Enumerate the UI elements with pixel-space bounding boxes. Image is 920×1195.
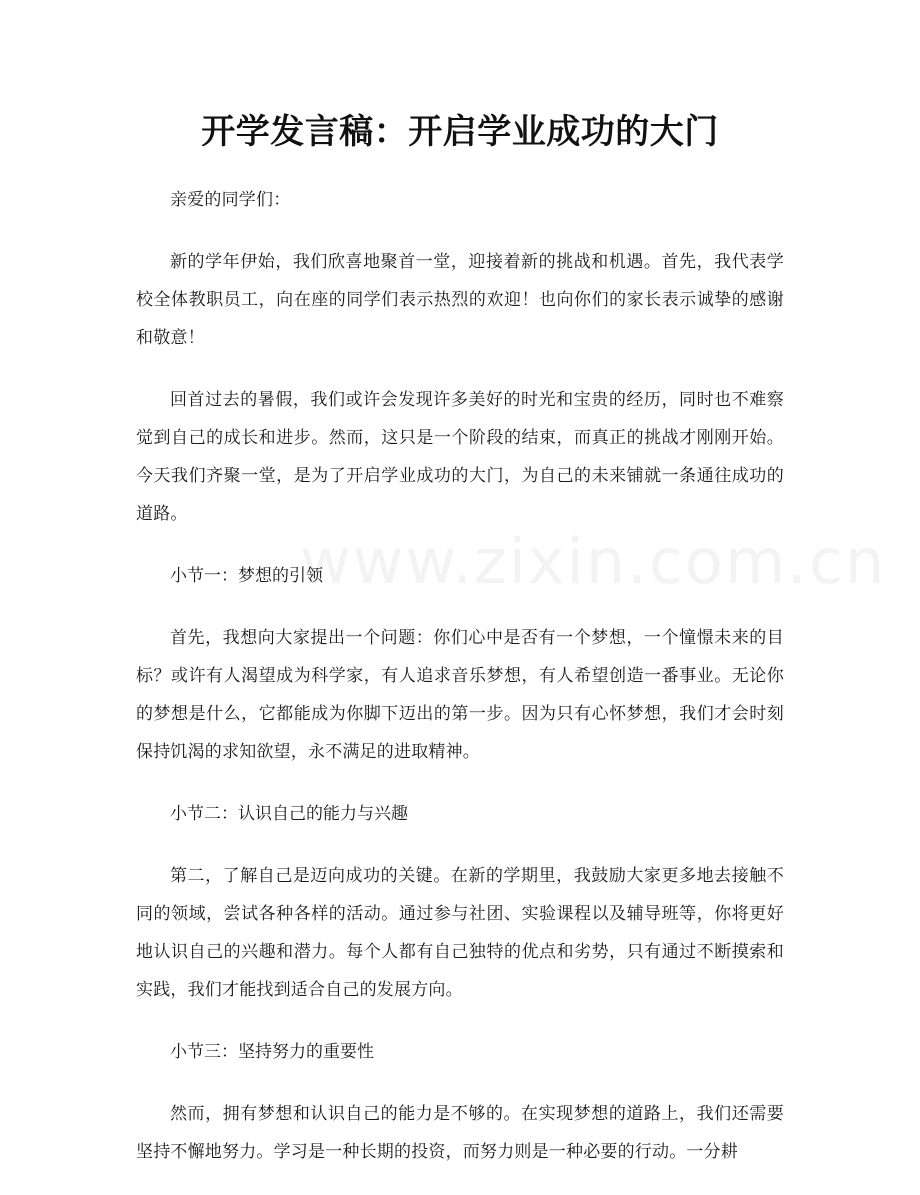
section-heading-2: 小节二：认识自己的能力与兴趣 xyxy=(170,804,408,824)
document-title: 开学发言稿：开启学业成功的大门 xyxy=(201,112,719,152)
watermark: www.zixin.com.cn xyxy=(300,525,887,598)
document-body xyxy=(136,181,784,1195)
section-heading-3: 小节三：坚持努力的重要性 xyxy=(170,1042,374,1062)
paragraph-persistence: 然而，拥有梦想和认识自己的能力是不够的。在实现梦想的道路上，我们还需要坚持不懈地努力。学习是一种长期的投资，而努力则是一种必要的行动。一分耕 xyxy=(136,1104,784,1162)
paragraph-review: 回首过去的暑假，我们或许会发现许多美好的时光和宝贵的经历，同时也不难察觉到自己的成长和进步。然而，这只是一个阶段的结束，而真正的挑战才刚刚开始。今天我们齐聚一堂，是为了开启学业成功的大门，为自己的未来铺就一条通往成功的道路。 xyxy=(136,390,784,524)
section-heading-1: 小节一：梦想的引领 xyxy=(170,566,323,586)
paragraph-welcome: 新的学年伊始，我们欣喜地聚首一堂，迎接着新的挑战和机遇。首先，我代表学校全体教职员工，向在座的同学们表示热烈的欢迎！也向你们的家长表示诚挚的感谢和敬意！ xyxy=(136,252,784,348)
paragraph-self-knowledge: 第二，了解自己是迈向成功的关键。在新的学期里，我鼓励大家更多地去接触不同的领域，尝试各种各样的活动。通过参与社团、实验课程以及辅导班等，你将更好地认识自己的兴趣和潜力。每个人都有自己独特的优点和劣势，只有通过不断摸索和实践，我们才能找到适合自己的发展方向。 xyxy=(136,866,784,1000)
salutation: 亲爱的同学们： xyxy=(170,190,291,210)
paragraph-dream: 首先，我想向大家提出一个问题：你们心中是否有一个梦想，一个憧憬未来的目标？或许有人渴望成为科学家，有人追求音乐梦想，有人希望创造一番事业。无论你的梦想是什么，它都能成为你脚下迈出的第一步。因为只有心怀梦想，我们才会时刻保持饥渴的求知欲望，永不满足的进取精神。 xyxy=(136,628,784,762)
